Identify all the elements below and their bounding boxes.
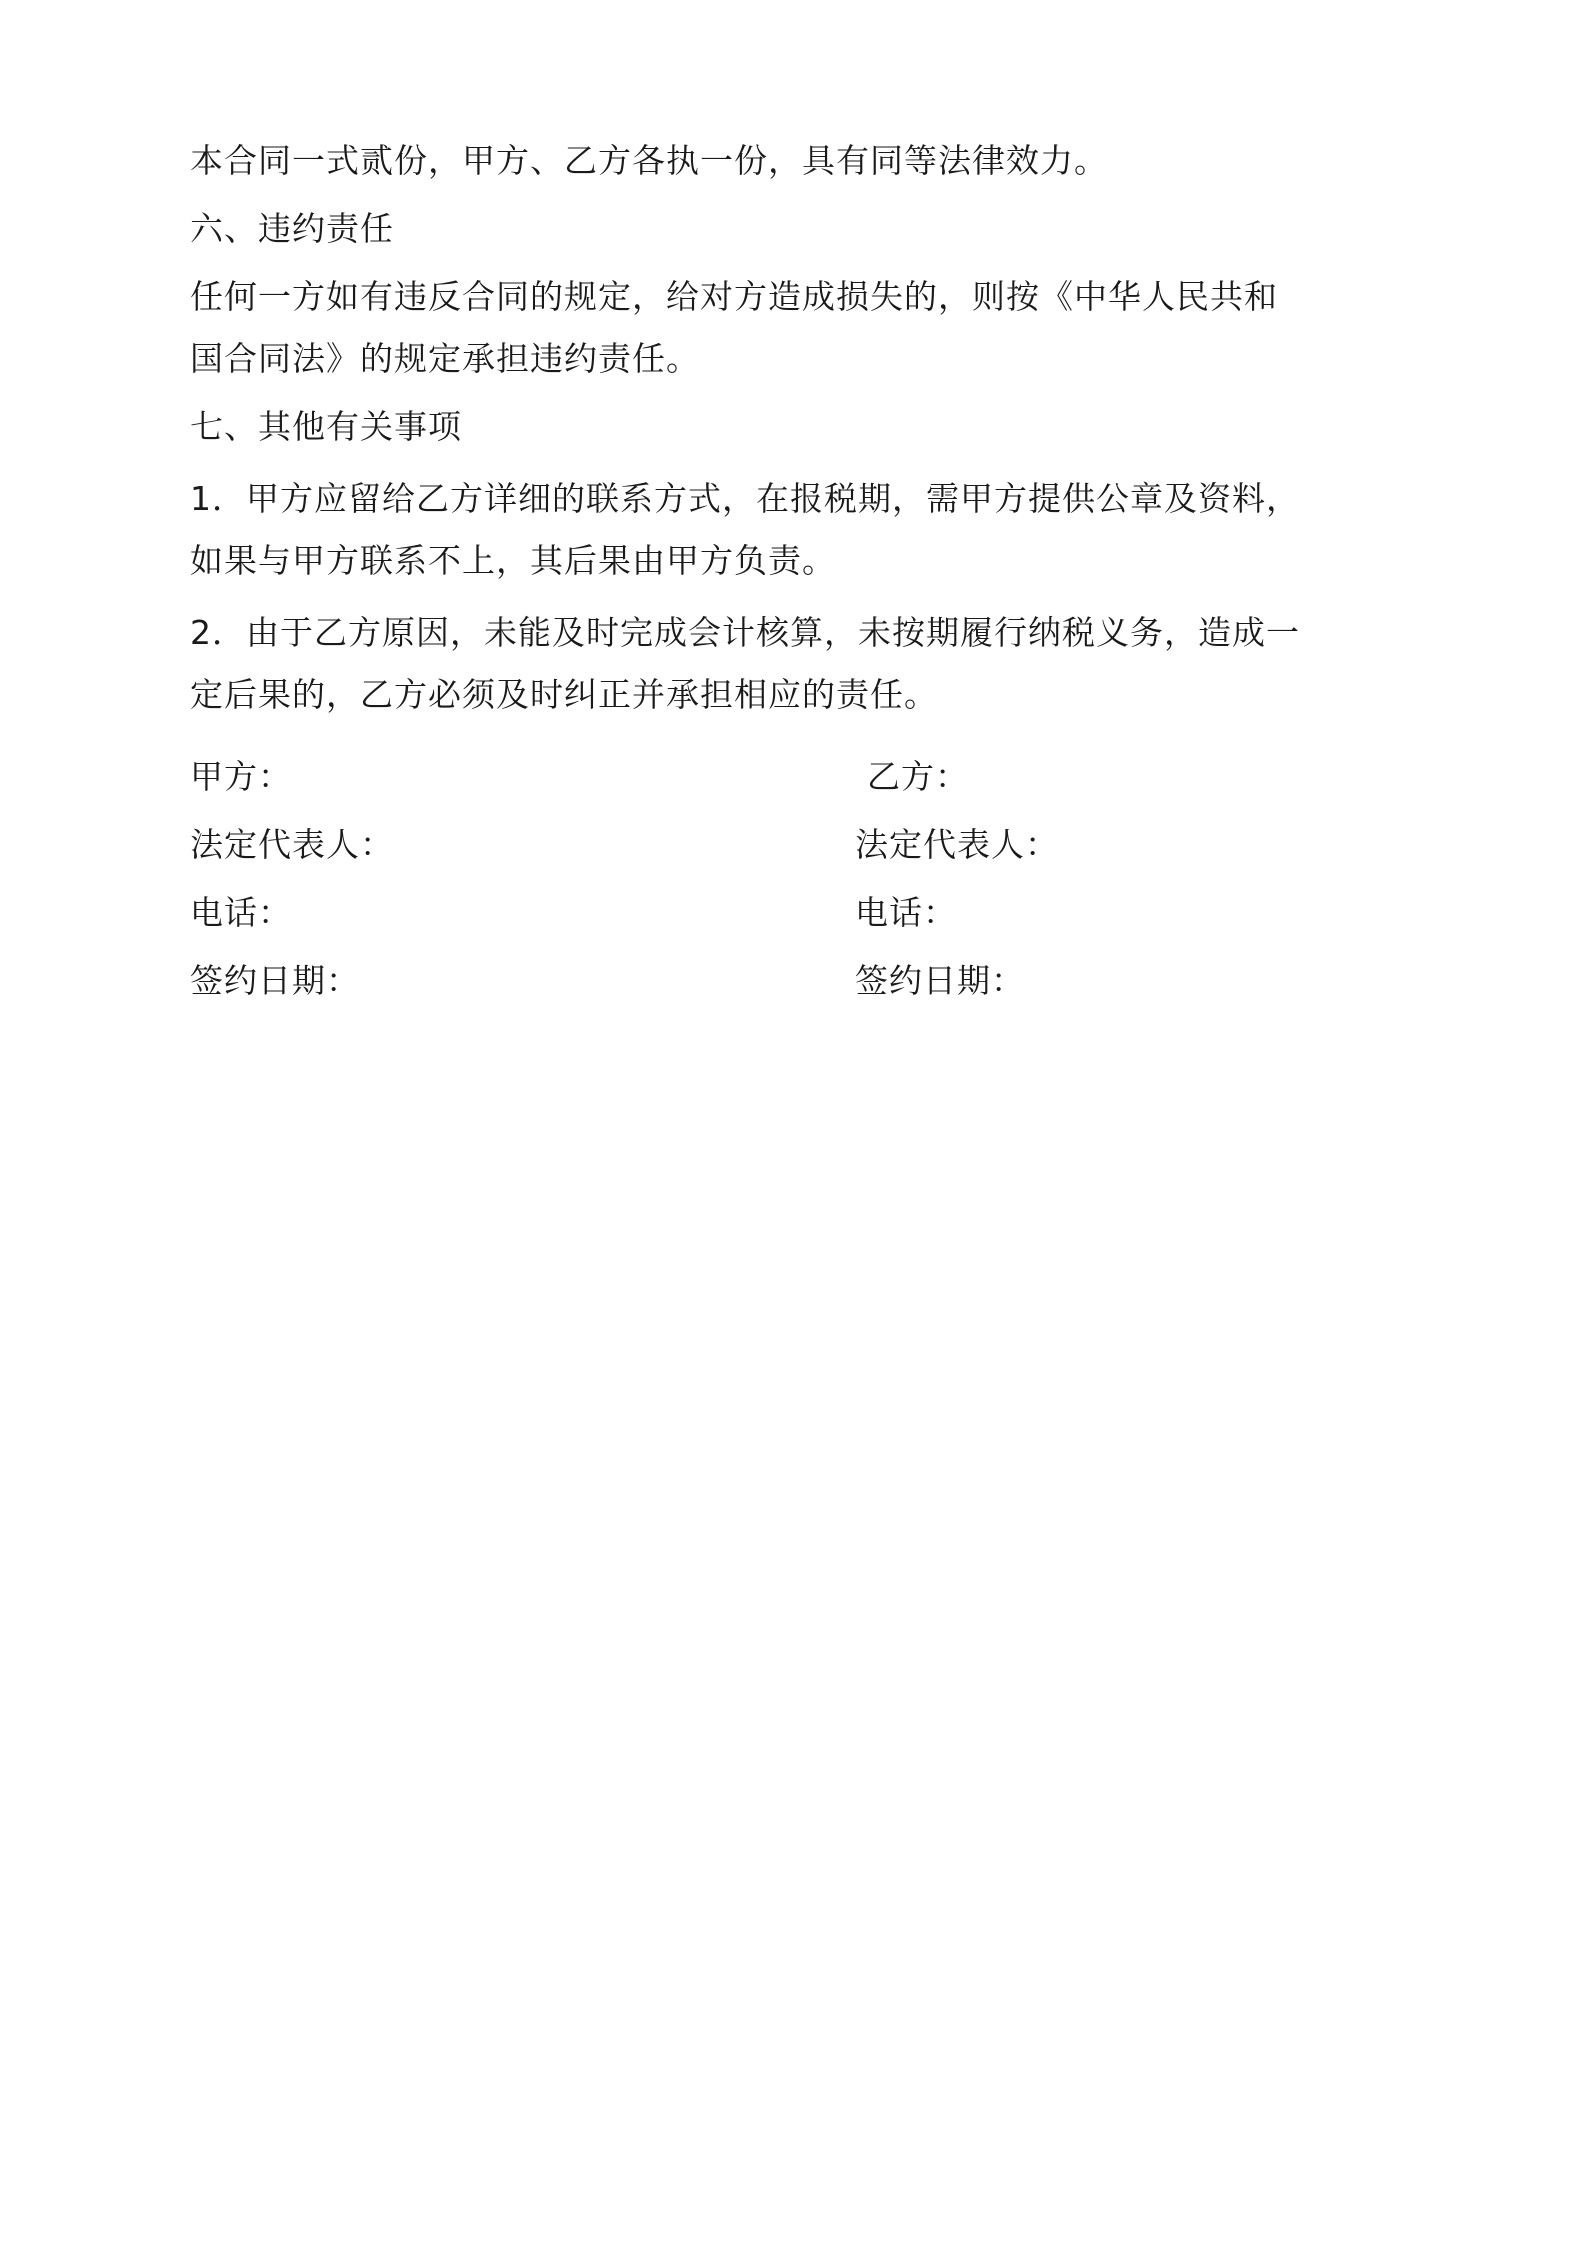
party-b-representative-label: 法定代表人： [855, 824, 1059, 864]
party-b-phone-label: 电话： [855, 892, 957, 932]
section-heading: 七、其他有关事项 [190, 407, 462, 446]
text-line: 2．由于乙方原因，未能及时完成会计核算，未按期履行纳税义务，造成一 [190, 613, 1300, 652]
text-line: 本合同一式贰份，甲方、乙方各执一份，具有同等法律效力。 [190, 141, 1108, 180]
text-line: 如果与甲方联系不上，其后果由甲方负责。 [190, 541, 836, 580]
text-line: 定后果的，乙方必须及时纠正并承担相应的责任。 [190, 675, 938, 714]
text-line: 1．甲方应留给乙方详细的联系方式，在报税期，需甲方提供公章及资料， [190, 479, 1300, 518]
signature-row-phone [190, 876, 1410, 944]
party-b-date-label: 签约日期： [855, 960, 1025, 1000]
paragraph-breach-liability [190, 266, 1410, 390]
section-heading-breach [190, 198, 1410, 260]
signature-block [190, 740, 1410, 1012]
paragraph-item-1 [190, 468, 1410, 592]
text-line: 国合同法》的规定承担违约责任。 [190, 339, 700, 378]
section-heading: 六、违约责任 [190, 209, 394, 248]
party-b-label: 乙方： [867, 756, 969, 796]
party-a-date-label: 签约日期： [190, 960, 360, 1000]
section-heading-other-matters [190, 396, 1410, 458]
signature-row-representative [190, 808, 1410, 876]
party-a-label: 甲方： [190, 756, 292, 796]
signature-row-party [190, 740, 1410, 808]
document-body [190, 130, 1410, 726]
text-line: 任何一方如有违反合同的规定，给对方造成损失的，则按《中华人民共和 [190, 277, 1278, 316]
paragraph-copies-clause [190, 130, 1410, 192]
party-a-representative-label: 法定代表人： [190, 824, 394, 864]
signature-row-date [190, 944, 1410, 1012]
paragraph-item-2 [190, 602, 1410, 726]
party-a-phone-label: 电话： [190, 892, 292, 932]
